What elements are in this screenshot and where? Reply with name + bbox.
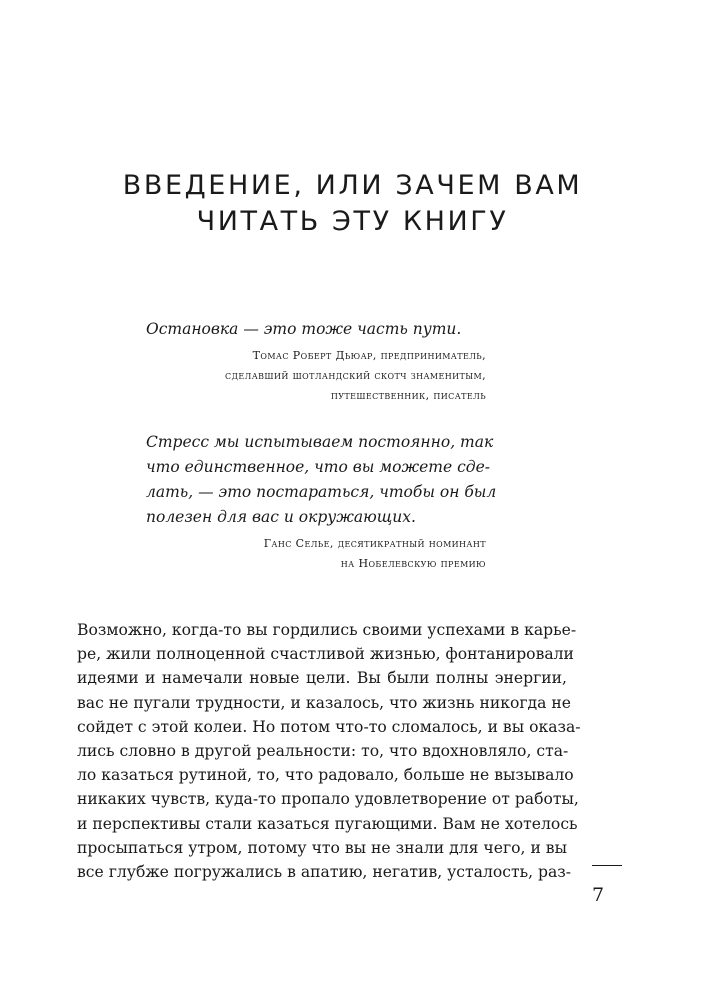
epigraph-quote-line: полезен для вас и окружающих. [146, 508, 416, 526]
body-line: никаких чувств, куда-то пропало удовлетворение от работы, [77, 790, 579, 809]
epigraph-quote [146, 430, 497, 530]
body-line: просыпаться утром, потому что вы не знали для чего, и вы [77, 838, 567, 857]
body-line: Возможно, когда-то вы гордились своими успехами в карье- [77, 621, 577, 639]
footer-rule [592, 865, 622, 866]
body-paragraph [77, 618, 581, 884]
epigraph-quote-line: что единственное, что вы можете сде- [146, 458, 490, 476]
attribution-line: Ганс Селье, десятикратный номинант [263, 537, 486, 550]
epigraph-quote [146, 317, 486, 342]
body-line: и перспективы стали казаться пугающими. Вам не хотелось [77, 814, 578, 833]
epigraph-quote-line: Стресс мы испытываем постоянно, так [146, 433, 494, 451]
chapter-title-line: ВВЕДЕНИЕ, ИЛИ ЗАЧЕМ ВАМ [122, 170, 583, 201]
chapter-title [60, 168, 645, 240]
body-line: ло казаться рутиной, то, что радовало, больше не вызывало [77, 766, 574, 785]
body-line: все глубже погружались в апатию, негатив, усталость, раз- [77, 863, 572, 882]
body-line: вас не пугали трудности, и казалось, что жизнь никогда не [77, 693, 572, 712]
page-number: 7 [591, 884, 605, 906]
body-line: ре, жили полноценной счастливой жизнью, фонтанировали [77, 645, 574, 664]
epigraph-1 [146, 317, 486, 406]
epigraph-2 [146, 430, 497, 574]
epigraph-quote-line: лать, — это постараться, чтобы он был [146, 483, 497, 501]
body-line: сойдет с этой колеи. Но потом что-то сломалось, и вы оказа- [77, 717, 581, 736]
body-line: идеями и намечали новые цели. Вы были полны энергии, [77, 669, 567, 688]
epigraph-quote-line: Остановка — это тоже часть пути. [146, 320, 462, 338]
attribution-line: Томас Роберт Дьюар, предприниматель, [252, 349, 486, 362]
epigraph-attribution [146, 346, 486, 406]
epigraph-attribution [146, 534, 486, 574]
attribution-line: сделавший шотландский скотч знаменитым, [224, 369, 486, 382]
body-line: лись словно в другой реальности: то, что вдохновляло, ста- [77, 742, 569, 761]
chapter-title-line: ЧИТАТЬ ЭТУ КНИГУ [196, 206, 509, 237]
attribution-line: на Нобелевскую премию [340, 557, 486, 570]
attribution-line: путешественник, писатель [330, 389, 486, 402]
